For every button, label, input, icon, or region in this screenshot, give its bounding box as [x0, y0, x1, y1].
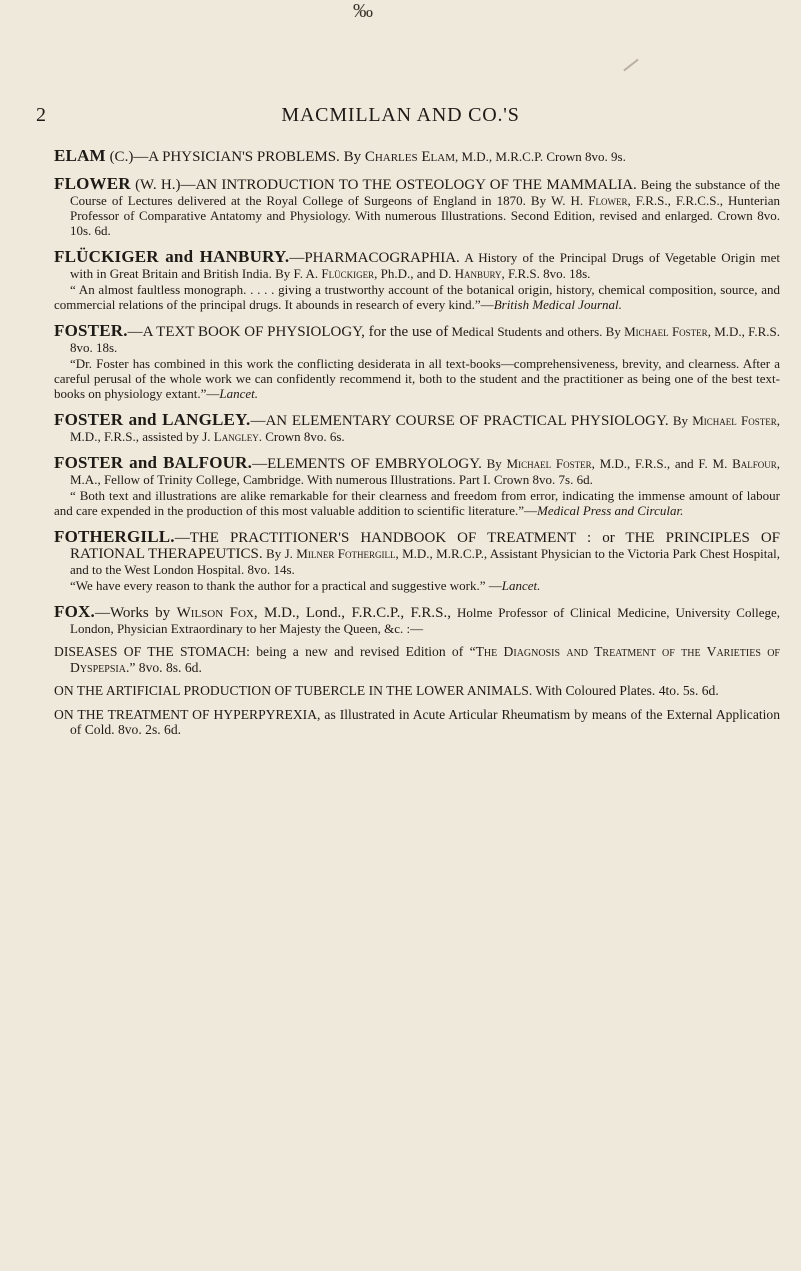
entry-foster-balfour [54, 455, 780, 518]
entry-credentials: , M.D., Lond., F.R.C.P., F.R.S., [253, 605, 452, 621]
entry-author: Charles Elam [364, 149, 455, 165]
entry-heading: FLÜCKIGER and HANBURY. [54, 247, 290, 266]
entry-author: F. M. Balfour [698, 456, 777, 471]
entry-author: Michael Foster [692, 413, 777, 428]
entry-heading: FOSTER and BALFOUR. [54, 453, 253, 472]
entry-heading: FOX. [54, 602, 95, 621]
review-source: Lancet. [219, 386, 259, 401]
review-source: Lancet. [501, 578, 541, 593]
entry-details: , F.R.S. 8vo. 18s. [501, 266, 591, 281]
entry-description: By [481, 456, 507, 471]
entry-fox [54, 604, 780, 738]
review-source: Medical Press and Circular. [537, 503, 684, 518]
entry-description: By [262, 546, 285, 561]
entry-title: —AN ELEMENTARY COURSE OF PRACTICAL PHYSIOLOGY. [250, 413, 669, 429]
entry-foster-langley [54, 412, 780, 444]
entry-title: —PHARMACOGRAPHIA. [289, 250, 460, 266]
review-quote: “We have every reason to thank the author for a practical and suggestive work.” — [70, 578, 502, 593]
entry-title: —A TEXT BOOK OF PHYSIOLOGY, for the use of [127, 324, 449, 340]
entry-title: (C.)—A PHYSICIAN'S PROBLEMS. [105, 149, 340, 165]
pencil-stroke [623, 59, 638, 72]
entry-details: , M.D., F.R.S. 8vo. 18s. [70, 324, 781, 355]
entry-fothergill [54, 529, 780, 593]
entry-heading: FOSTER and LANGLEY. [54, 410, 251, 429]
entry-author: W. H. Flower [551, 193, 628, 208]
entry-description: A History of the Principal Drugs of Vegetable Origin met with in Great Britain and British India. By [70, 250, 781, 281]
entry-heading: FOTHERGILL. [54, 527, 175, 546]
entry-author: Michael Foster [624, 324, 708, 339]
entry-details: , M.A., Fellow of Trinity College, Cambridge. With numerous Illustrations. Part I. Crown 8vo. 7s. 6d. [70, 456, 780, 487]
entry-details: Holme Professor of Clinical Medicine, University College, London, Physician Extraordinary to her Majesty the Queen, &c. :— [70, 605, 780, 636]
entry-by: By [339, 149, 365, 165]
review-quote: “ An almost faultless monograph. . . . . giving a trustworthy account of the botanical origin, history, chemical composition, source, and commercial relations of the principal drugs. It abounds in research of every kind.”— [54, 282, 780, 312]
entry-author: F. A. Flückiger [293, 266, 375, 281]
catalogue-entries [54, 148, 780, 749]
entry-author: Wilson Fox [176, 605, 254, 621]
entry-flower [54, 176, 780, 238]
entry-description: Medical Students and others. By [448, 324, 625, 339]
entry-author: D. Hanbury [438, 266, 502, 281]
entry-elam [54, 148, 780, 165]
entry-title: —ELEMENTS OF EMBRYOLOGY. [252, 456, 482, 472]
running-head: MACMILLAN AND CO.'S [281, 104, 520, 126]
entry-heading: ELAM [54, 146, 106, 165]
entry-heading: FOSTER. [54, 321, 128, 340]
entry-details: , M.D., M.R.C.P. Crown 8vo. 9s. [454, 149, 626, 164]
entry-title: (W. H.)—AN INTRODUCTION TO THE OSTEOLOGY OF THE MAMMALIA. [130, 177, 637, 193]
entry-connector: , M.D., F.R.S., assisted by [70, 413, 780, 444]
entry-title: —THE PRACTITIONER'S HANDBOOK OF TREATMENT : or THE PRINCIPLES OF RATIONAL THERAPEUTICS. [70, 530, 780, 562]
entry-connector: , Ph.D., and [374, 266, 439, 281]
entry-author: J. Milner Fothergill [284, 546, 396, 561]
entry-details: , F.R.S., F.R.C.S., Hunterian Professor of Comparative Antatomy and Physiology. With numerous Illustrations. Second Edition, revised and enlarged. Crown 8vo. 10s. 6d. [70, 193, 780, 238]
review-source: British Medical Journal. [493, 297, 622, 312]
entry-author: Michael Foster [506, 456, 592, 471]
review-quote: “Dr. Foster has combined in this work the conflicting desiderata in all text-books—comprehensiveness, brevity, and clearness. After a careful perusal of the whole work we can confidently recommend it, both to the student and the practitioner as being one of the best text-books on physiology extant.”— [54, 356, 780, 401]
entry-fluckiger-hanbury [54, 249, 780, 312]
entry-title: —Works by [94, 605, 177, 621]
sub-work: ON THE ARTIFICIAL PRODUCTION OF TUBERCLE IN THE LOWER ANIMALS. With Coloured Plates. 4to. 5s. 6d. [54, 683, 719, 698]
page-number: 2 [36, 104, 46, 126]
review-quote: “ Both text and illustrations are alike remarkable for their clearness and freedom from error, indicating the immense amount of labour and care expended in the production of this most valuable addition to scientific literature.”— [54, 488, 780, 518]
entry-details: , M.D., M.R.C.P., Assistant Physician to the Victoria Park Chest Hospital, and to the West London Hospital. 8vo. 14s. [70, 546, 780, 577]
sub-work: ON THE TREATMENT OF HYPERPYREXIA, as Illustrated in Acute Articular Rheumatism by means of the External Application of Cold. 8vo. 2s. 6d. [54, 706, 780, 737]
entry-description: Being the substance of the Course of Lectures delivered at the Royal College of Surgeons of England in 1870. By [70, 177, 780, 208]
entry-author: J. Langley [202, 429, 259, 444]
top-mark: ‰ [353, 0, 373, 22]
sub-work: DISEASES OF THE STOMACH: being a new and revised Edition of “The Diagnosis and Treatment of the Varieties of Dyspepsia.” 8vo. 8s. 6d. [54, 644, 780, 675]
entry-details: . Crown 8vo. 6s. [258, 429, 345, 444]
entry-foster [54, 323, 780, 401]
entry-connector: , M.D., F.R.S., and [591, 456, 699, 471]
entry-description: By [668, 413, 693, 428]
entry-heading: FLOWER [54, 174, 131, 193]
